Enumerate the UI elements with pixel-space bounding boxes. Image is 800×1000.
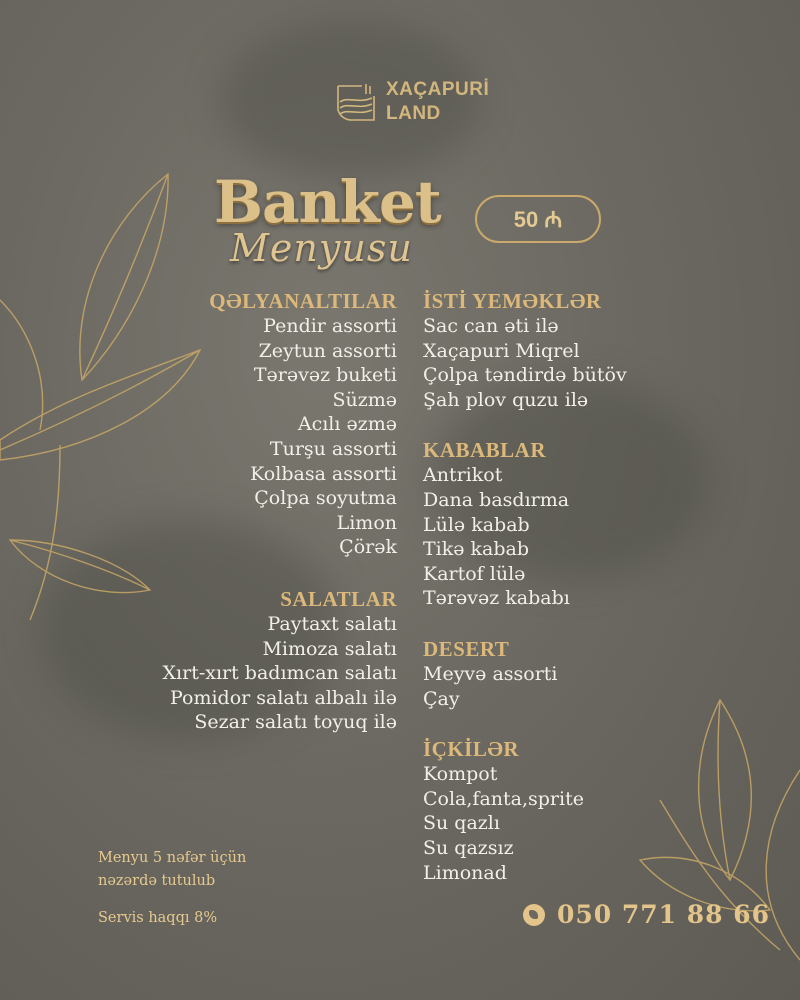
- menu-item: Çolpa soyutma: [254, 487, 397, 510]
- phone-icon: [523, 904, 545, 926]
- menu-item: Sezar salatı toyuq ilə: [194, 711, 397, 734]
- menu-item: Xırt-xırt badımcan salatı: [162, 662, 397, 685]
- menu-item: Zeytun assorti: [258, 339, 397, 362]
- menu-item: Tərəvəz buketi: [253, 364, 397, 387]
- section-heading: İÇKİLƏR: [423, 737, 520, 762]
- menu-column-right: [423, 288, 627, 885]
- section-heading: KABABLAR: [423, 438, 547, 463]
- menu-item: Xaçapuri Miqrel: [423, 339, 580, 362]
- menu-item: Kompot: [423, 763, 498, 786]
- brand-line1: XAÇAPURİ: [386, 79, 490, 100]
- menu-item: Çay: [423, 687, 460, 710]
- menu-item: Mimoza salatı: [262, 637, 397, 660]
- menu-item: Turşu assorti: [269, 437, 397, 460]
- landscape-emblem-icon: [334, 80, 378, 124]
- menu-item: Şah plov quzu ilə: [423, 388, 589, 411]
- menu-item: Cola,fanta,sprite: [423, 787, 584, 810]
- menu-item: Limon: [336, 511, 397, 534]
- phone-contact[interactable]: [523, 900, 770, 929]
- menu-item: Dana basdırma: [423, 488, 570, 511]
- phone-number: 050 771 88 66: [557, 900, 771, 929]
- menu-item: Acılı əzmə: [297, 413, 397, 436]
- menu-item: Sac can əti ilə: [423, 315, 559, 337]
- section-heading: İSTİ YEMƏKLƏR: [423, 289, 602, 313]
- title-sub: Menyusu: [230, 226, 413, 270]
- menu-item: Tərəvəz kababı: [423, 587, 570, 610]
- menu-item: Su qazsız: [423, 836, 514, 859]
- brand-logo: [334, 78, 489, 126]
- title-main: Banket: [214, 168, 441, 236]
- menu-item: Antrikot: [423, 464, 503, 487]
- menu-item: Paytaxt salatı: [267, 612, 397, 635]
- menu-column-left: [163, 288, 397, 735]
- section-heading: SALATLAR: [280, 586, 397, 611]
- brand-name: [386, 78, 489, 126]
- menu-item: Pendir assorti: [263, 315, 397, 337]
- service-charge-note: Servis haqqı 8%: [98, 910, 218, 926]
- section-heading: DESERT: [423, 636, 510, 661]
- menu-item: Kolbasa assorti: [250, 462, 397, 485]
- menu-item: Çörək: [339, 536, 397, 559]
- price-badge: 50 ₼: [475, 195, 601, 243]
- menu-item: Süzmə: [332, 388, 397, 411]
- persons-note-line2: nəzərdə tutulub: [98, 873, 216, 889]
- menu-item: Tikə kabab: [423, 538, 530, 561]
- menu-item: Çolpa təndirdə bütöv: [423, 364, 627, 387]
- persons-note-line1: Menyu 5 nəfər üçün: [98, 850, 247, 866]
- menu-item: Limonad: [423, 861, 507, 884]
- menu-item: Kartof lülə: [423, 562, 526, 585]
- menu-item: Su qazlı: [423, 812, 500, 835]
- brand-line2: LAND: [386, 103, 441, 124]
- section-heading: QƏLYANALTILAR: [209, 289, 397, 313]
- menu-item: Lülə kabab: [423, 513, 530, 536]
- menu-item: Meyvə assorti: [423, 662, 558, 685]
- menu-item: Pomidor salatı albalı ilə: [170, 686, 397, 709]
